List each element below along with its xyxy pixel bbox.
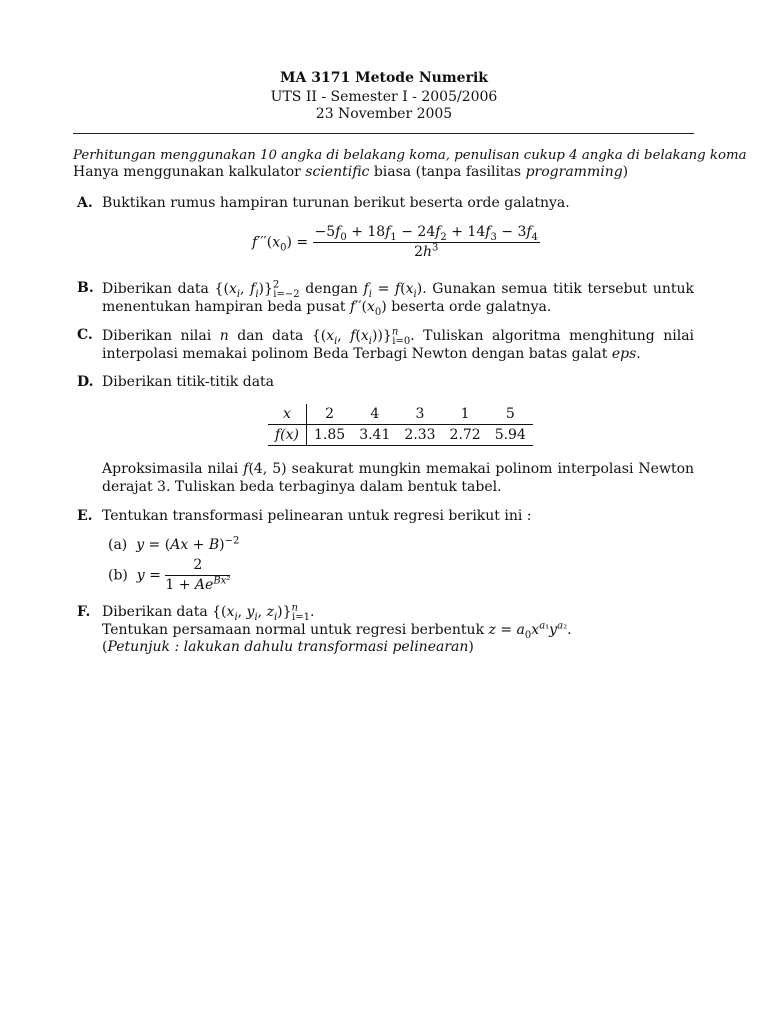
question-e-part-a: (a) $y = (Ax + B)^{-2}$ (108, 535, 240, 553)
question-b-label: B. (77, 280, 94, 296)
data-points-table (268, 404, 533, 446)
question-e-part-b: (b) y = $\frac{2}{1 + Ae^{Bx^2}}$ (108, 557, 231, 593)
table-cell: 2.33 (397, 425, 442, 446)
question-f-hint: (Petunjuk : lakukan dahulu transformasi pelinearan) (102, 639, 474, 655)
table-header-x: x (268, 404, 307, 425)
question-e-text: Tentukan transformasi pelinearan untuk regresi berikut ini : (102, 508, 532, 524)
question-f-label: F. (77, 604, 91, 620)
exam-course-title: MA 3171 Metode Numerik (280, 70, 488, 86)
table-row-x (268, 404, 533, 425)
table-cell: 3 (397, 404, 442, 425)
exam-subtitle: UTS II - Semester I - 2005/2006 (270, 89, 498, 105)
question-a-formula: $f'''(x_0)$ = $\frac{-5f_0 + 18f_1 - 24f_2 + 14f_3 - 3f_4}{2h^3}$ (252, 224, 538, 260)
question-f-line1: Diberikan data {($x_i$, $y_i$, $z_i)\}^n_{i=1}$. (102, 602, 315, 623)
question-d-label: D. (77, 374, 94, 390)
question-d-paragraph: Aproksimasila nilai f(4, 5) seakurat mungkin memakai polinom interpolasi Newton derajat 3. Tuliskan beda terbaginya dalam bentuk tabel. (102, 461, 695, 495)
question-a-text: Buktikan rumus hampiran turunan berikut beserta orde galatnya. (102, 195, 570, 211)
header-divider (73, 133, 694, 134)
exam-date: 23 November 2005 (315, 106, 453, 122)
table-cell: 3.41 (352, 425, 397, 446)
table-cell: 4 (352, 404, 397, 425)
table-cell: 5 (488, 404, 533, 425)
intro-calculator-note: Hanya menggunakan kalkulator scientific biasa (tanpa fasilitas programming) (73, 164, 629, 180)
table-cell: 1.85 (307, 425, 353, 446)
table-row-fx (268, 425, 533, 446)
question-d-text: Diberikan titik-titik data (102, 374, 275, 390)
table-cell: 1 (443, 404, 488, 425)
table-header-fx: f(x) (268, 425, 307, 446)
intro-note: Perhitungan menggunakan 10 angka di belakang koma, penulisan cukup 4 angka di belakang koma (73, 148, 747, 163)
question-e-label: E. (77, 508, 93, 524)
question-c-label: C. (77, 327, 93, 343)
table-cell: 5.94 (488, 425, 533, 446)
question-b-text: Diberikan data {($x_i$, $f_i)\}^2_{i=-2}$ dengan $f_i = f(x_i)$. Gunakan semua titik tersebut untuk menentukan hampiran beda pusat $f''(x_0)$ beserta orde galatnya. (102, 279, 694, 318)
table-cell: 2.72 (443, 425, 488, 446)
question-c-text: Diberikan nilai n dan data {($x_i$, $f(x_i))\}^n_{i=0}$. Tuliskan algoritma menghitung nilai interpolasi memakai polinom Beda Terbagi Newton dengan batas galat eps. (102, 326, 695, 362)
table-cell: 2 (307, 404, 353, 425)
question-f-line2: Tentukan persamaan normal untuk regresi berbentuk $z = a_0x^{a_1}y^{a_2}$. (102, 620, 572, 641)
question-a-label: A. (77, 195, 93, 211)
